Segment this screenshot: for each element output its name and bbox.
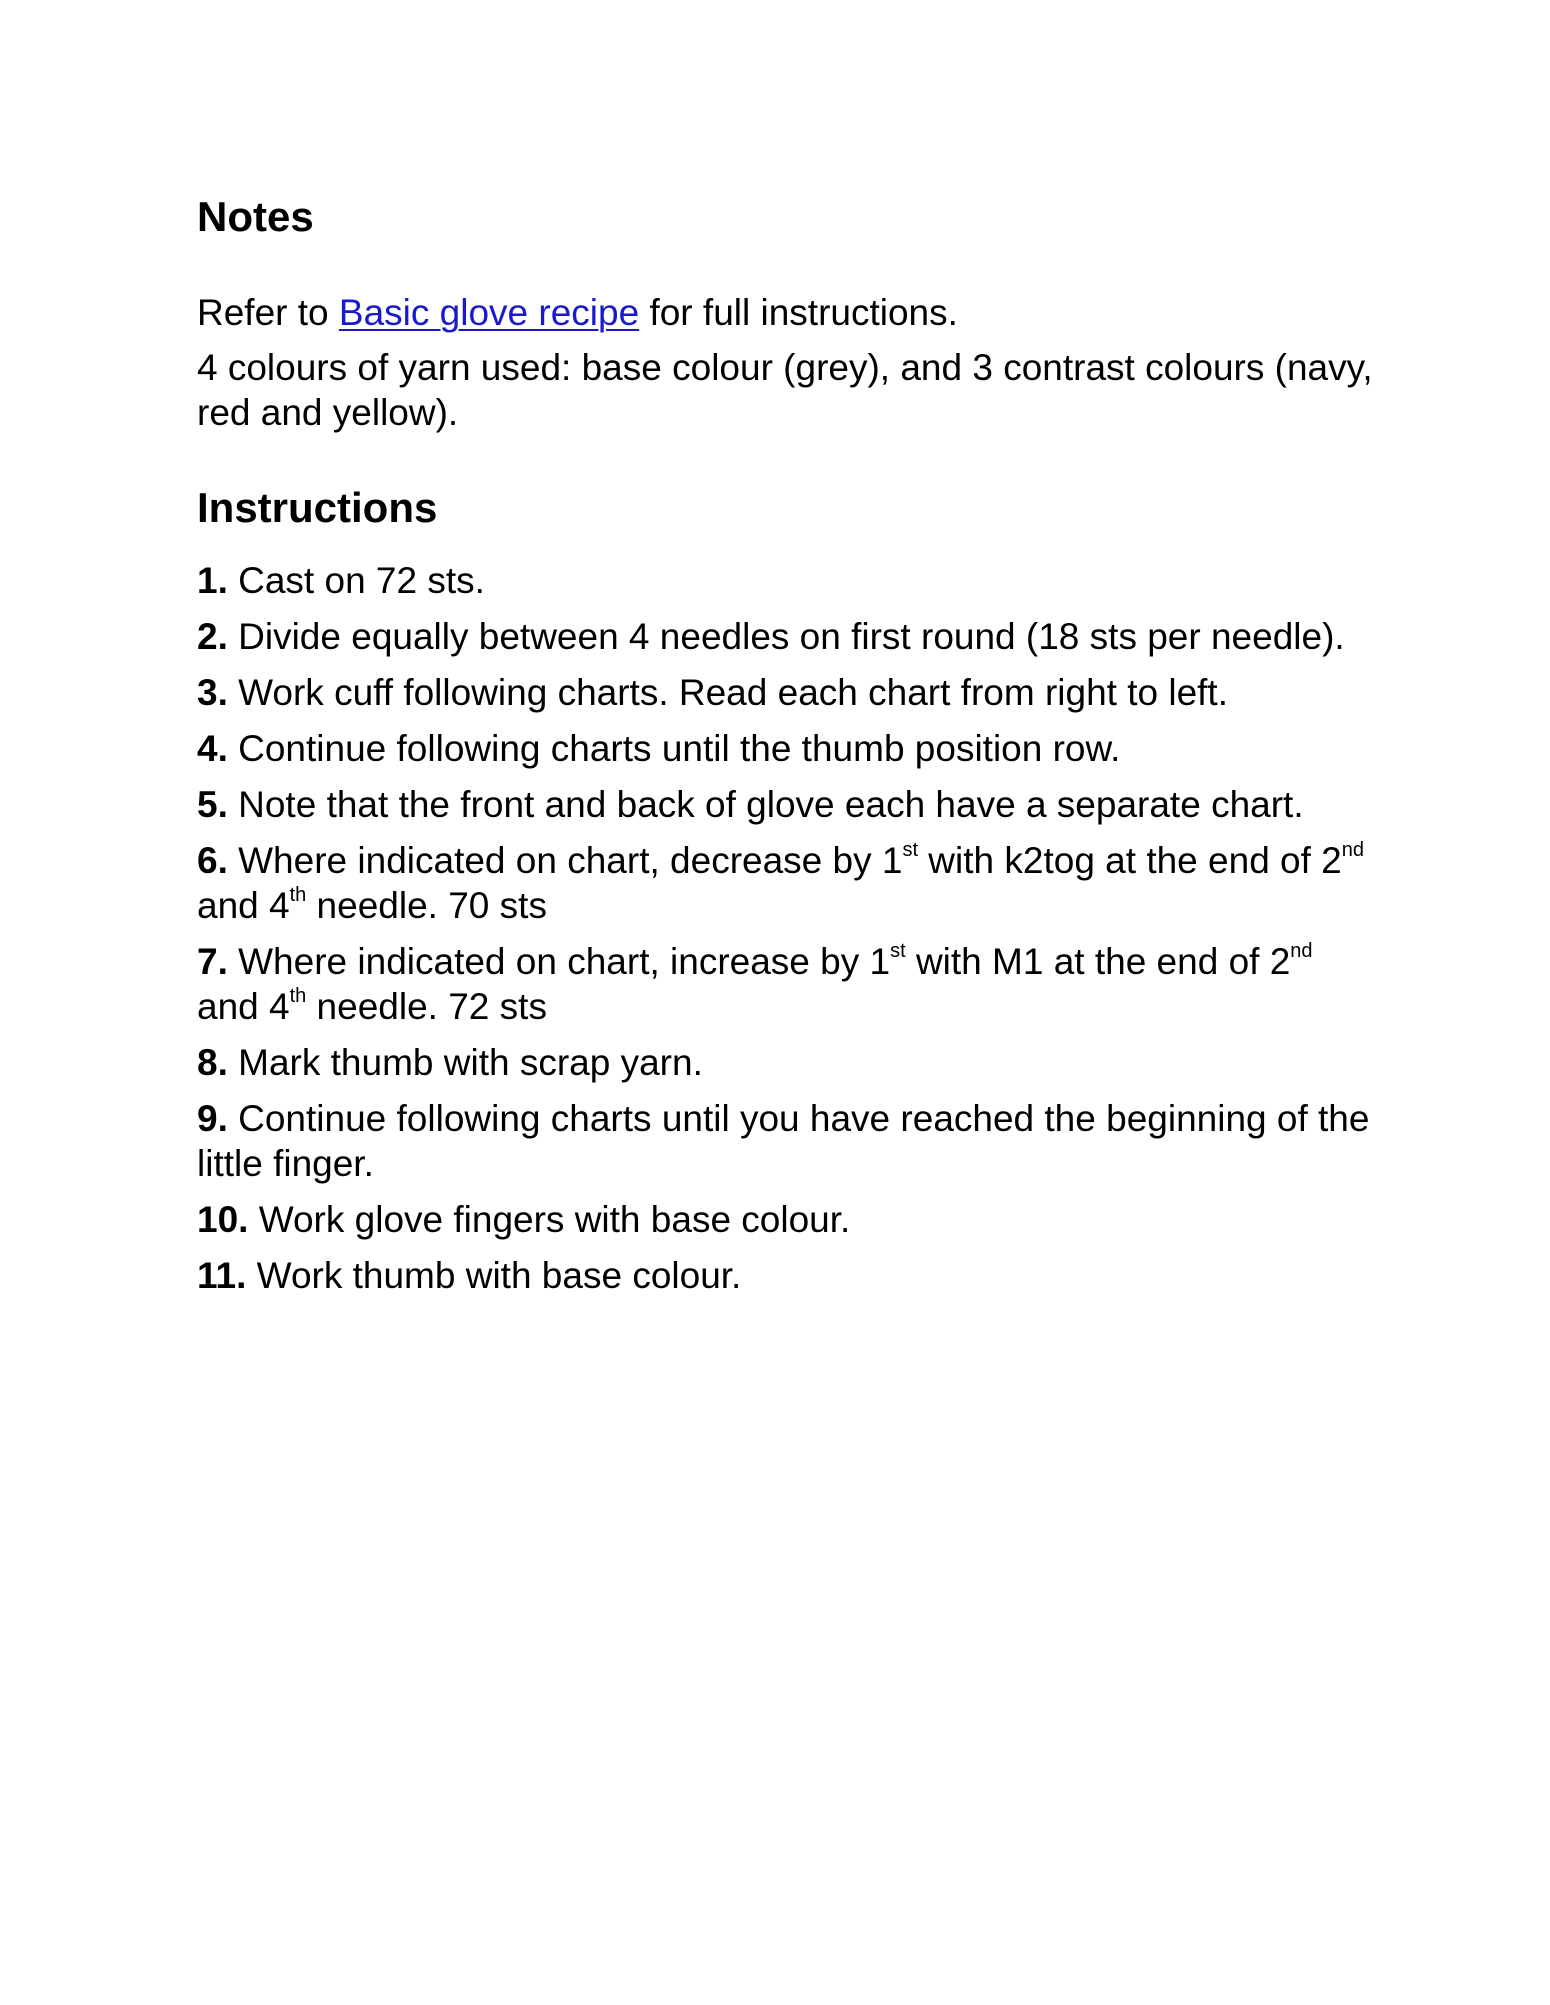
step-number: 11. — [197, 1255, 247, 1296]
step-text: Work glove fingers with base colour. — [248, 1199, 851, 1240]
ordinal-suffix: nd — [1290, 939, 1313, 962]
instruction-step-11 — [197, 1253, 1377, 1298]
ordinal-suffix: st — [890, 939, 906, 962]
step-text: Work thumb with base colour. — [246, 1255, 742, 1296]
step-number: 6. — [197, 840, 228, 881]
instruction-step-1 — [197, 558, 1377, 603]
step-number: 5. — [197, 784, 228, 825]
document-page — [197, 193, 1377, 1309]
step-text: Cast on 72 sts. — [227, 560, 485, 601]
step-number: 1. — [197, 560, 228, 601]
basic-glove-recipe-link[interactable]: Basic glove recipe — [338, 292, 640, 333]
instruction-step-7 — [197, 939, 1377, 1029]
instruction-step-8 — [197, 1040, 1377, 1085]
notes-yarn-paragraph: 4 colours of yarn used: base colour (grey), and 3 contrast colours (navy, red and yellow). — [197, 347, 1373, 433]
ordinal-suffix: nd — [1341, 838, 1365, 861]
ordinal-suffix: st — [902, 838, 919, 861]
instruction-step-10 — [197, 1197, 1377, 1242]
refer-suffix: for full instructions. — [639, 292, 958, 333]
step-text: Divide equally between 4 needles on first round (18 sts per needle). — [227, 616, 1345, 657]
notes-heading: Notes — [197, 193, 314, 240]
notes-refer-paragraph — [197, 290, 1377, 335]
step-text: and 4 — [197, 986, 290, 1027]
step-text: Continue following charts until you have reached the beginning of the little finger. — [197, 1098, 1370, 1184]
step-text: needle. 72 sts — [306, 986, 547, 1027]
step-text: and 4 — [197, 885, 290, 926]
step-text: Continue following charts until the thumb position row. — [227, 728, 1121, 769]
step-number: 4. — [197, 728, 228, 769]
step-number: 10. — [197, 1199, 249, 1240]
step-text: Mark thumb with scrap yarn. — [227, 1042, 703, 1083]
step-text: Work cuff following charts. Read each chart from right to left. — [227, 672, 1228, 713]
step-number: 8. — [197, 1042, 228, 1083]
instruction-step-3 — [197, 670, 1377, 715]
step-number: 7. — [197, 941, 228, 982]
step-text: Where indicated on chart, decrease by 1 — [227, 840, 903, 881]
step-text: needle. 70 sts — [306, 885, 547, 926]
ordinal-suffix: th — [289, 984, 307, 1007]
step-text: Note that the front and back of glove each have a separate chart. — [227, 784, 1304, 825]
step-number: 9. — [197, 1098, 228, 1139]
instructions-heading: Instructions — [197, 484, 438, 531]
instruction-step-4 — [197, 726, 1377, 771]
step-text: with k2tog at the end of 2 — [918, 840, 1342, 881]
step-text: Where indicated on chart, increase by 1 — [227, 941, 891, 982]
instruction-step-9 — [197, 1096, 1377, 1186]
step-number: 3. — [197, 672, 228, 713]
instruction-step-2 — [197, 614, 1377, 659]
instruction-step-5 — [197, 782, 1377, 827]
instruction-step-6 — [197, 838, 1377, 928]
step-text: with M1 at the end of 2 — [905, 941, 1291, 982]
ordinal-suffix: th — [289, 883, 307, 906]
step-number: 2. — [197, 616, 228, 657]
refer-prefix: Refer to — [197, 292, 339, 333]
